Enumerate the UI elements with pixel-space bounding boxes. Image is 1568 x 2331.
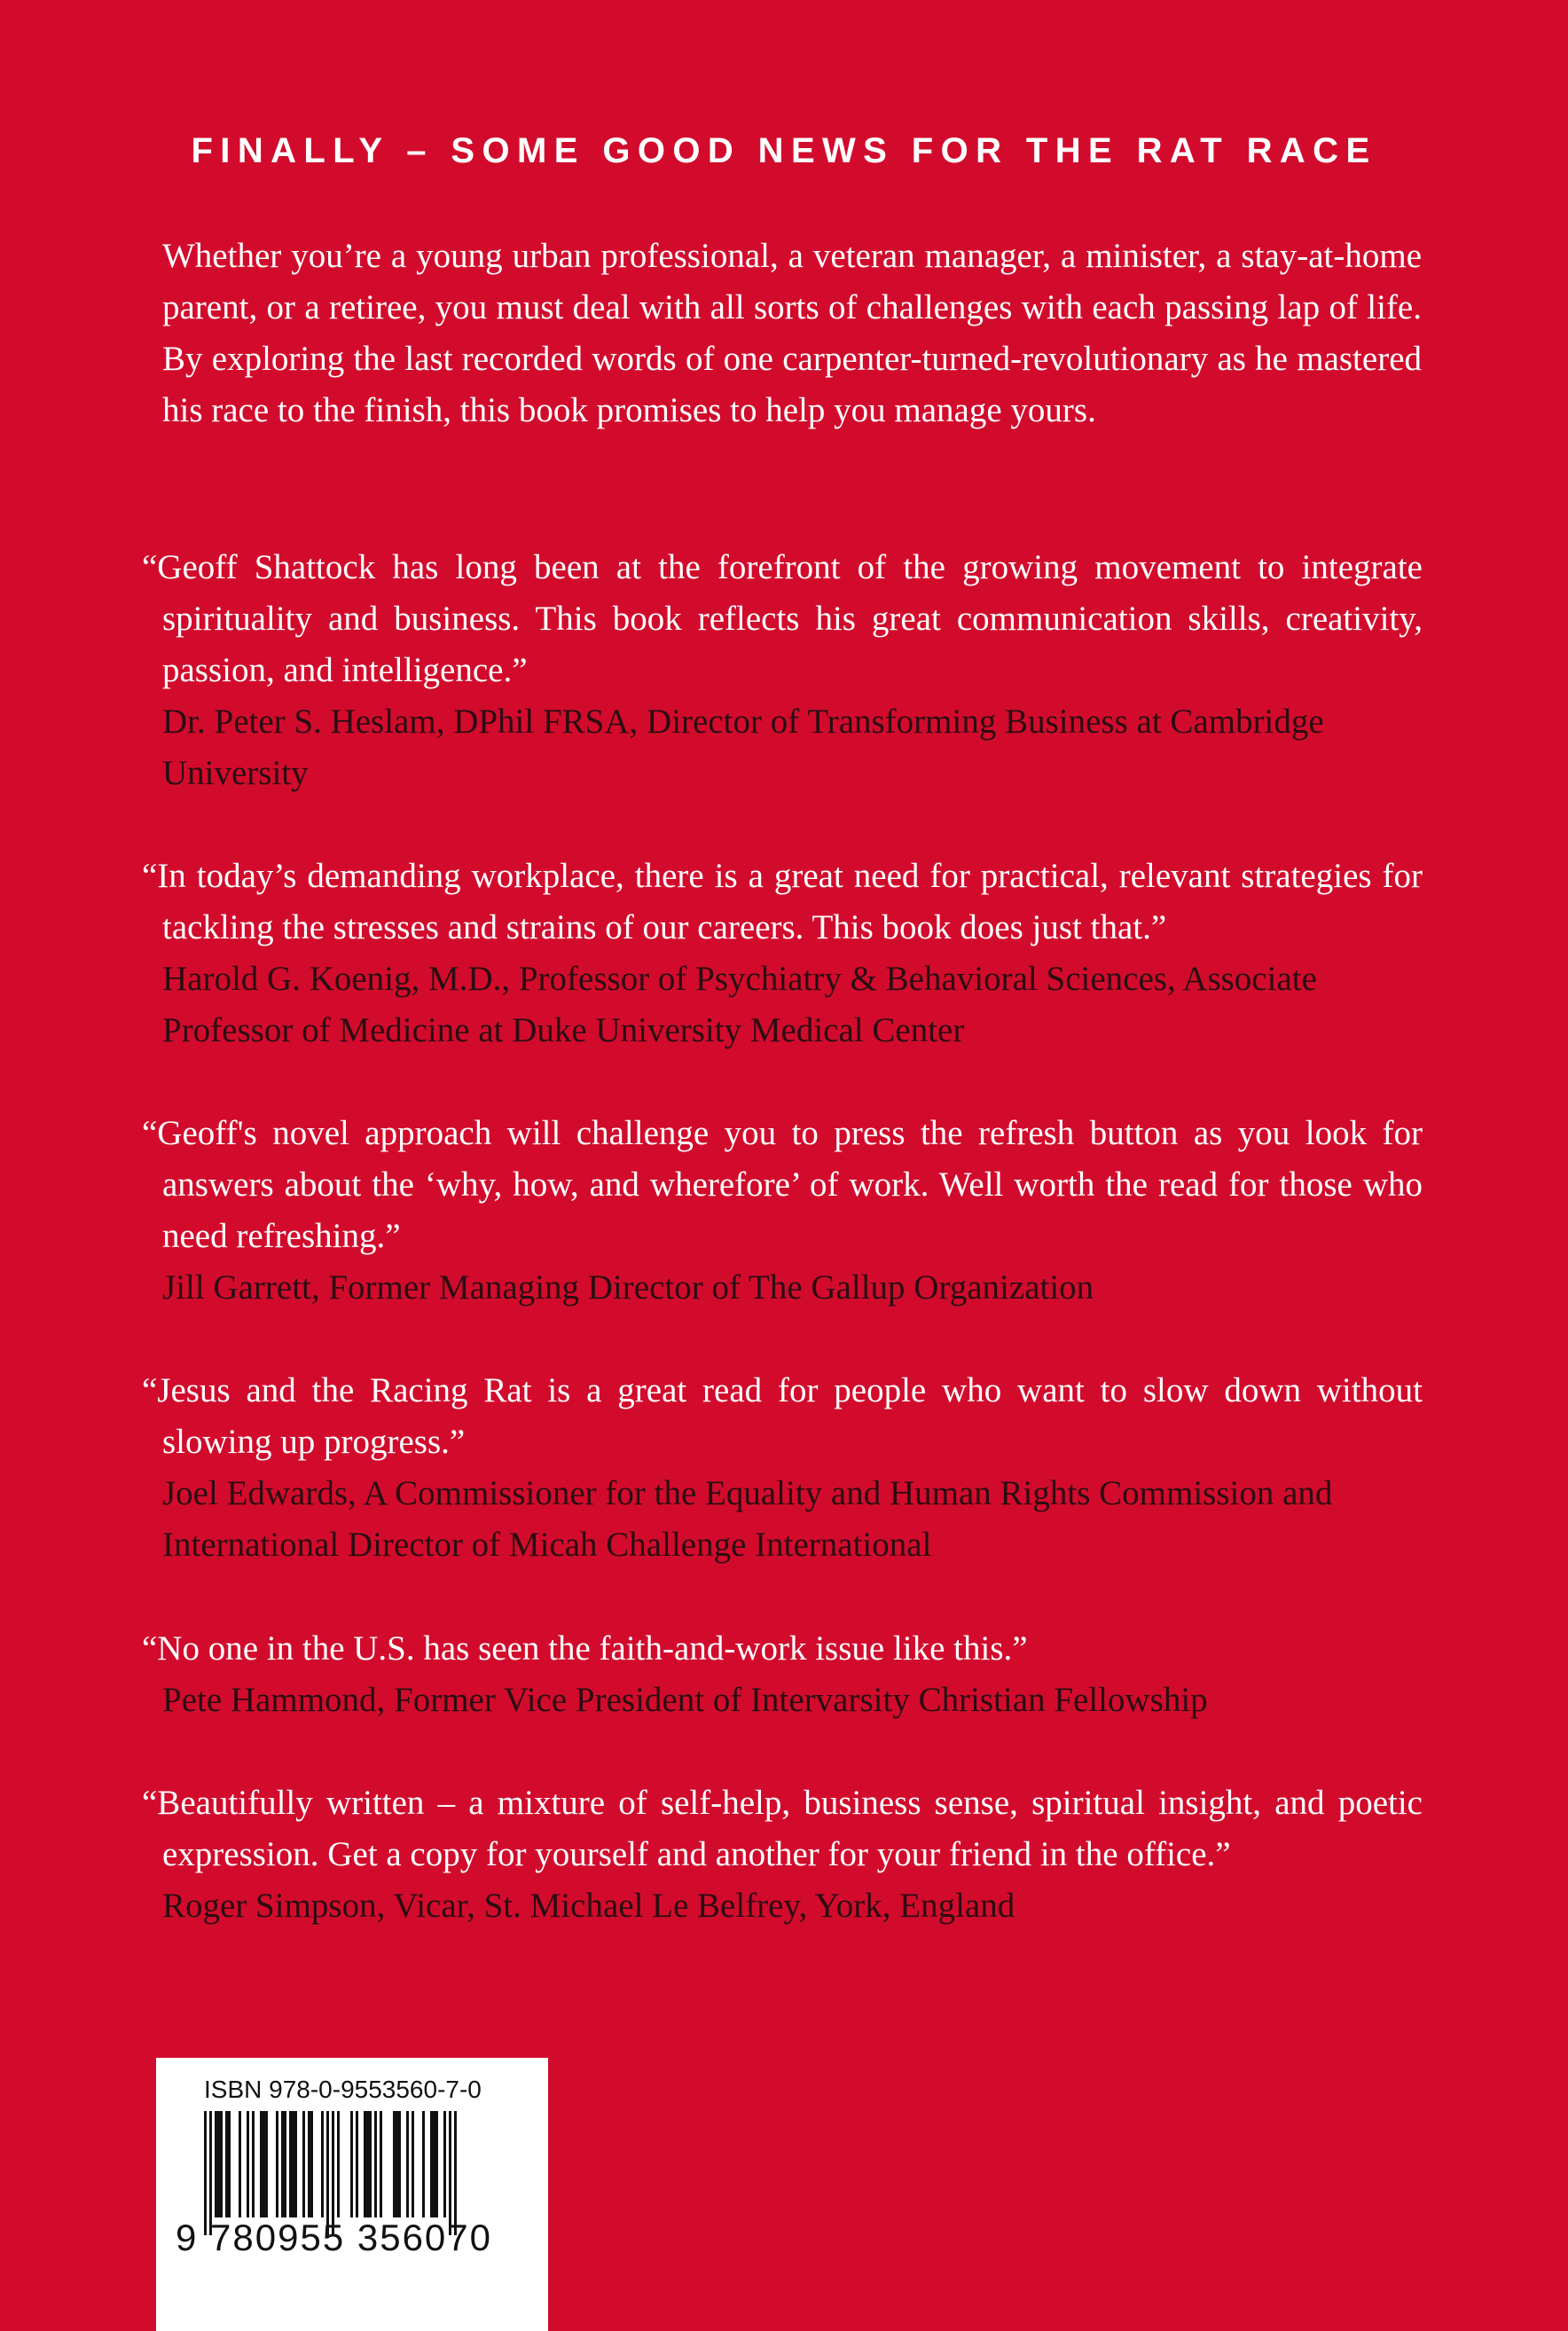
endorsement xyxy=(142,851,1423,1056)
barcode-bar xyxy=(289,2111,292,2217)
barcode-bar xyxy=(252,2111,255,2217)
endorsement-attribution: Harold G. Koenig, M.D., Professor of Psychiatry & Behavioral Sciences, Associate Professor of Medicine at Duke University Medical Center xyxy=(162,960,1317,1049)
barcode-bar xyxy=(406,2111,409,2217)
barcode-bar xyxy=(302,2111,305,2217)
barcode-bar xyxy=(308,2111,310,2217)
endorsement-quote: “No one in the U.S. has seen the faith-and-work issue like this.” xyxy=(142,1629,1028,1668)
barcode-bar xyxy=(276,2111,278,2217)
barcode-bar xyxy=(430,2111,433,2217)
barcode-bar xyxy=(247,2111,249,2217)
barcode-bar xyxy=(265,2111,268,2217)
endorsement xyxy=(142,542,1423,799)
endorsement-attribution: Pete Hammond, Former Vice President of Intervarsity Christian Fellowship xyxy=(162,1681,1208,1719)
barcode-bar xyxy=(396,2111,398,2217)
endorsement xyxy=(142,1778,1423,1932)
barcode-bar xyxy=(356,2111,358,2217)
isbn-label: ISBN 978-0-9553560-7-0 xyxy=(204,2076,482,2103)
barcode-bar xyxy=(321,2111,324,2217)
barcode-bar xyxy=(398,2111,401,2217)
barcode-bar xyxy=(215,2111,217,2217)
endorsement xyxy=(142,1108,1423,1314)
endorsement-attribution: Dr. Peter S. Heslam, DPhil FRSA, Director of Transforming Business at Cambridge University xyxy=(162,702,1324,792)
endorsement-quote: “Geoff Shattock has long been at the forefront of the growing movement to integrate spirituality and business. This book reflects his great communication skills, creativity, passion, and intelligence.” xyxy=(142,548,1423,689)
barcode-bar xyxy=(366,2111,369,2217)
barcode-bar xyxy=(422,2111,425,2217)
barcode-bar xyxy=(284,2111,286,2217)
barcode-bar xyxy=(380,2111,382,2217)
headline: FINALLY – SOME GOOD NEWS FOR THE RAT RACE xyxy=(191,131,1377,170)
barcode-bar xyxy=(239,2111,241,2217)
barcode-bar xyxy=(292,2111,294,2217)
endorsement-attribution: Roger Simpson, Vicar, St. Michael Le Belfrey, York, England xyxy=(162,1887,1015,1925)
barcode-bar xyxy=(443,2111,446,2217)
barcode-bar xyxy=(294,2111,297,2217)
endorsement xyxy=(142,1623,1423,1726)
endorsement-attribution: Joel Edwards, A Commissioner for the Equality and Human Rights Commission and International Director of Micah Challenge International xyxy=(162,1474,1333,1564)
barcode-bar xyxy=(310,2111,313,2217)
endorsement-quote: “Jesus and the Racing Rat is a great read for people who want to slow down without slowing up progress.” xyxy=(142,1371,1423,1461)
endorsement-quote: “Geoff's novel approach will challenge you to press the refresh button as you look for answers about the ‘why, how, and wherefore’ of work. Well worth the read for those who need refreshing.” xyxy=(142,1114,1423,1255)
endorsement-quote: “In today’s demanding workplace, there is a great need for practical, relevant strategies for tackling the stresses and strains of our careers. This book does just that.” xyxy=(142,857,1423,946)
barcode-bar xyxy=(260,2111,263,2217)
barcode-bar xyxy=(369,2111,372,2217)
book-blurb: Whether you’re a young urban professional, a veteran manager, a minister, a stay-at-home parent, or a retiree, you must deal with all sorts of challenges with each passing lap of life. By exploring the last recorded words of one carpenter-turned-revolutionary as he mastered his race to the finish, this book promises to help you manage yours. xyxy=(162,237,1422,429)
barcode-bar xyxy=(412,2111,414,2217)
barcode-bar xyxy=(350,2111,353,2217)
barcode-bar xyxy=(217,2111,220,2217)
barcode-bar xyxy=(374,2111,377,2217)
barcode-bar xyxy=(364,2111,366,2217)
barcode-digits: 9 780955 356070 xyxy=(176,2217,492,2258)
endorsement-quote: “Beautifully written – a mixture of self-help, business sense, spiritual insight, and poetic expression. Get a copy for yourself and another for your friend in the office.” xyxy=(142,1784,1423,1873)
barcode-bar xyxy=(263,2111,265,2217)
barcode-bar xyxy=(337,2111,340,2217)
barcode-bar xyxy=(220,2111,223,2217)
barcode-bar xyxy=(281,2111,284,2217)
barcode-bar xyxy=(435,2111,438,2217)
barcode-bar xyxy=(225,2111,228,2217)
isbn-barcode-box xyxy=(156,2058,548,2331)
endorsement xyxy=(142,1365,1423,1571)
barcode-bar xyxy=(393,2111,396,2217)
barcode-bar xyxy=(228,2111,231,2217)
endorsement-attribution: Jill Garrett, Former Managing Director of The Gallup Organization xyxy=(162,1268,1094,1307)
barcode-bar xyxy=(433,2111,435,2217)
